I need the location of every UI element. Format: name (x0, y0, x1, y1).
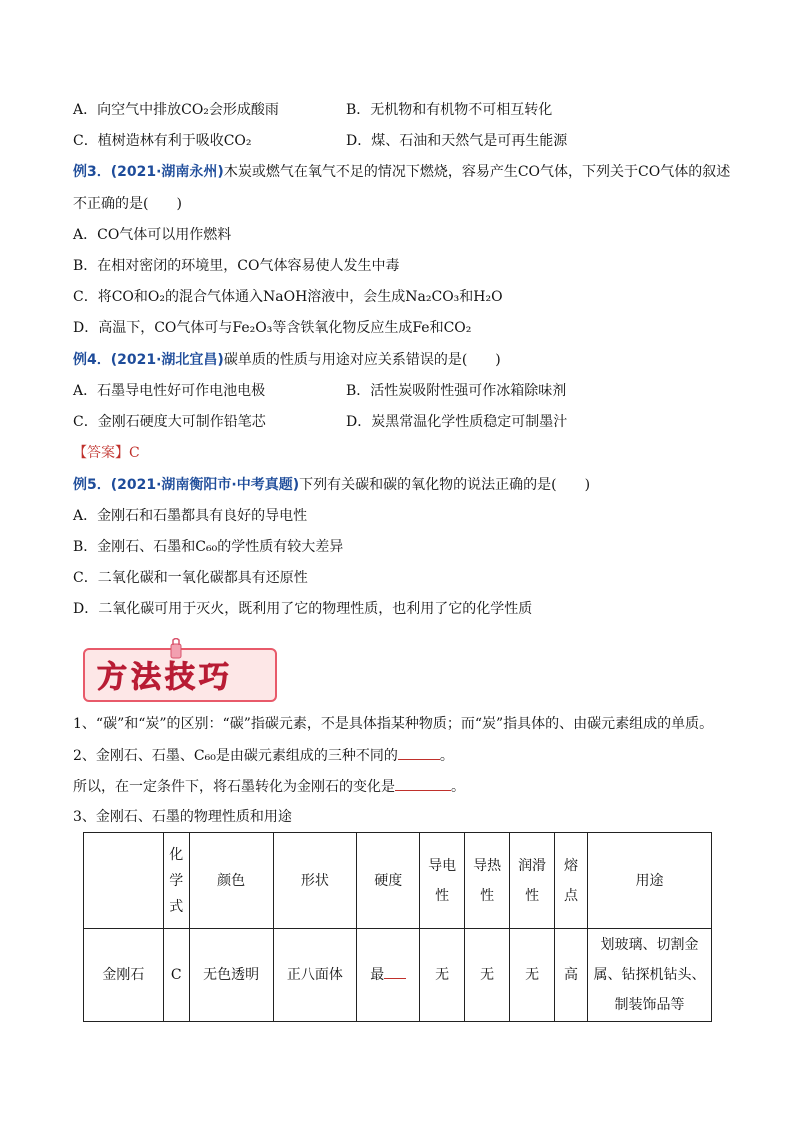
prev-option-a: A．向空气中排放CO₂会形成酸雨 (73, 102, 279, 118)
header-melting: 熔点 (564, 857, 579, 904)
tip-2 (73, 745, 454, 766)
cell-shape: 正八面体 (273, 929, 357, 1022)
example-3-option-a: A．CO气体可以用作燃料 (73, 227, 232, 243)
example-4-option-b: B．活性炭吸附性强可作冰箱除味剂 (346, 383, 567, 399)
header-cell: 形状 (273, 833, 357, 929)
example-5-stem-text: 下列有关碳和碳的氧化物的说法正确的是( ) (299, 477, 591, 493)
example-5-option-a: A．金刚石和石墨都具有良好的导电性 (73, 508, 308, 524)
hardness-blank (384, 964, 406, 979)
example-3-stem (73, 162, 730, 182)
cell-hardness (357, 929, 420, 1022)
header-cell: 颜色 (189, 833, 273, 929)
tip-1: 1、“碳”和“炭”的区别：“碳”指碳元素，不是具体指某种物质；而“炭”指具体的、由碳元素组成的单质。 (73, 716, 714, 732)
cell-melting: 高 (555, 929, 588, 1022)
example-4-stem (73, 350, 501, 370)
header-conductivity: 导电性 (428, 857, 457, 904)
example-3-stem-cont: 不正确的是( ) (73, 196, 182, 212)
prev-option-c: C．植树造林有利于吸收CO₂ (73, 133, 252, 149)
banner-title: 方法技巧 (97, 660, 233, 695)
header-cell (163, 833, 189, 929)
cell-thermal: 无 (465, 929, 510, 1022)
tip-2-text: 2、金刚石、石墨、C₆₀是由碳元素组成的三种不同的 (73, 748, 398, 764)
example-5-stem (73, 475, 590, 495)
example-5-option-c: C．二氧化碳和一氧化碳都具有还原性 (73, 570, 308, 586)
example-5-label: 例5．(2021·湖南衡阳市·中考真题) (73, 477, 300, 493)
hardness-text: 最 (370, 967, 385, 983)
tip-2b-end: 。 (451, 779, 465, 795)
header-thermal: 导热性 (473, 857, 502, 904)
header-cell: 用途 (587, 833, 711, 929)
example-4-option-c: C．金刚石硬度大可制作铅笔芯 (73, 414, 266, 430)
tip-2-blank (398, 745, 440, 760)
header-cell (555, 833, 588, 929)
example-4-stem-text: 碳单质的性质与用途对应关系错误的是( ) (223, 352, 501, 368)
example-4-option-a: A．石墨导电性好可作电池电极 (73, 383, 266, 399)
table-row (84, 929, 712, 1022)
cell-name: 金刚石 (84, 929, 164, 1022)
use-text: 划玻璃、切割金属、钻探机钻头、制装饰品等 (593, 937, 706, 1013)
header-cell (510, 833, 555, 929)
method-tips-banner (83, 638, 279, 702)
example-4-answer: 【答案】C (73, 445, 140, 461)
example-4-label: 例4．(2021·湖北宜昌) (73, 352, 224, 368)
header-cell (465, 833, 510, 929)
cell-conductivity: 无 (420, 929, 465, 1022)
properties-table (83, 832, 712, 1022)
example-4-option-d: D．炭黑常温化学性质稳定可制墨汁 (346, 414, 568, 430)
tip-2b (73, 776, 465, 797)
header-formula: 化学式 (169, 846, 184, 915)
header-cell (84, 833, 164, 929)
example-3-stem-text: 木炭或燃气在氧气不足的情况下燃烧，容易产生CO气体，下列关于CO气体的叙述 (223, 164, 731, 180)
prev-option-b: B．无机物和有机物不可相互转化 (346, 102, 553, 118)
example-3-label: 例3．(2021·湖南永州) (73, 164, 224, 180)
prev-option-d: D．煤、石油和天然气是可再生能源 (346, 133, 568, 149)
cell-formula: C (163, 929, 189, 1022)
cell-color: 无色透明 (189, 929, 273, 1022)
header-lubricity: 润滑性 (518, 857, 547, 904)
tip-2b-text: 所以，在一定条件下，将石墨转化为金刚石的变化是 (73, 779, 395, 795)
cell-lubricity: 无 (510, 929, 555, 1022)
example-3-option-b: B．在相对密闭的环境里，CO气体容易使人发生中毒 (73, 258, 400, 274)
header-cell: 硬度 (357, 833, 420, 929)
tip-2-end: 。 (439, 748, 454, 764)
example-5-option-b: B．金刚石、石墨和C₆₀的学性质有较大差异 (73, 539, 344, 555)
tip-2b-blank (395, 776, 451, 791)
example-5-option-d: D．二氧化碳可用于灭火，既利用了它的物理性质，也利用了它的化学性质 (73, 601, 533, 617)
example-3-option-d: D．高温下，CO气体可与Fe₂O₃等含铁氧化物反应生成Fe和CO₂ (73, 320, 472, 336)
example-3-option-c: C．将CO和O₂的混合气体通入NaOH溶液中，会生成Na₂CO₃和H₂O (73, 289, 503, 305)
header-cell (420, 833, 465, 929)
cell-use (587, 929, 711, 1022)
tip-3: 3、金刚石、石墨的物理性质和用途 (73, 809, 292, 825)
table-header-row (84, 833, 712, 929)
